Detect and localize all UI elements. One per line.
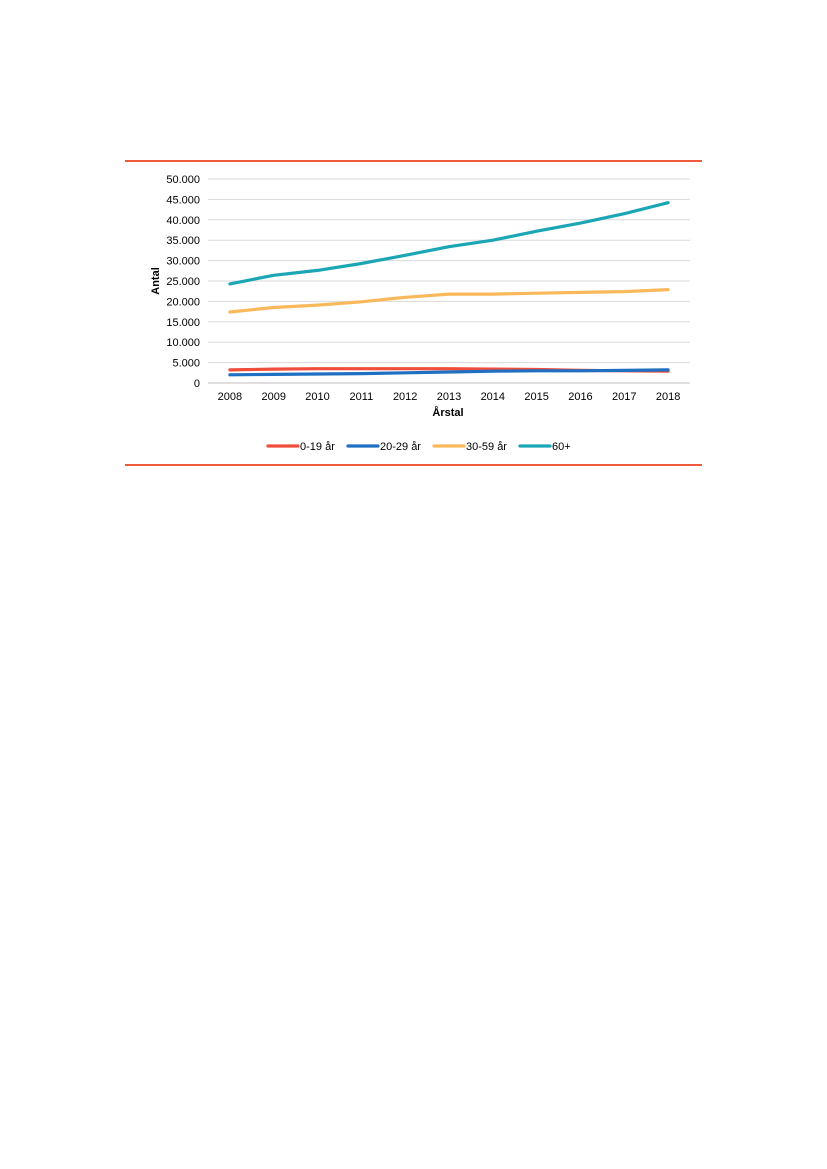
y-tick-label: 25.000 xyxy=(166,276,200,288)
y-tick-label: 45.000 xyxy=(166,194,200,207)
x-tick-label: 2012 xyxy=(392,391,418,403)
x-tick-label: 2011 xyxy=(349,391,374,403)
legend-label: 0-19 år xyxy=(300,441,335,453)
gridlines xyxy=(208,179,690,383)
line-chart xyxy=(125,165,702,462)
series-line xyxy=(230,370,668,375)
x-tick-label: 2018 xyxy=(655,391,681,403)
legend-label: 30-59 år xyxy=(466,441,507,453)
x-tick-label: 2017 xyxy=(612,391,637,403)
y-tick-label: 50.000 xyxy=(166,174,200,186)
series-lines xyxy=(230,203,668,375)
x-tick-label: 2013 xyxy=(436,391,462,403)
x-axis-label: Årstal xyxy=(432,407,464,419)
x-tick-label: 2009 xyxy=(261,391,286,403)
y-axis-ticks xyxy=(166,174,200,390)
y-tick-label: 35.000 xyxy=(166,235,200,248)
x-axis-ticks xyxy=(218,391,681,403)
legend-label: 60+ xyxy=(552,441,571,453)
legend xyxy=(268,441,571,453)
y-tick-label: 30.000 xyxy=(166,255,200,268)
x-tick-label: 2014 xyxy=(480,391,506,403)
x-tick-label: 2016 xyxy=(568,391,593,403)
x-tick-label: 2008 xyxy=(217,391,243,403)
series-line xyxy=(230,290,668,312)
legend-label: 20-29 år xyxy=(380,441,421,453)
y-tick-label: 40.000 xyxy=(166,214,200,227)
x-tick-label: 2010 xyxy=(305,391,330,403)
chart-top-border xyxy=(125,160,702,162)
y-tick-label: 15.000 xyxy=(166,316,200,329)
y-tick-label: 0 xyxy=(193,378,200,390)
y-tick-label: 10.000 xyxy=(166,337,200,350)
chart-bottom-border xyxy=(125,464,702,466)
series-line xyxy=(230,203,668,284)
y-tick-label: 5.000 xyxy=(172,357,200,370)
x-tick-label: 2015 xyxy=(524,391,549,403)
y-tick-label: 20.000 xyxy=(166,296,200,309)
y-axis-label: Antal xyxy=(150,267,162,295)
